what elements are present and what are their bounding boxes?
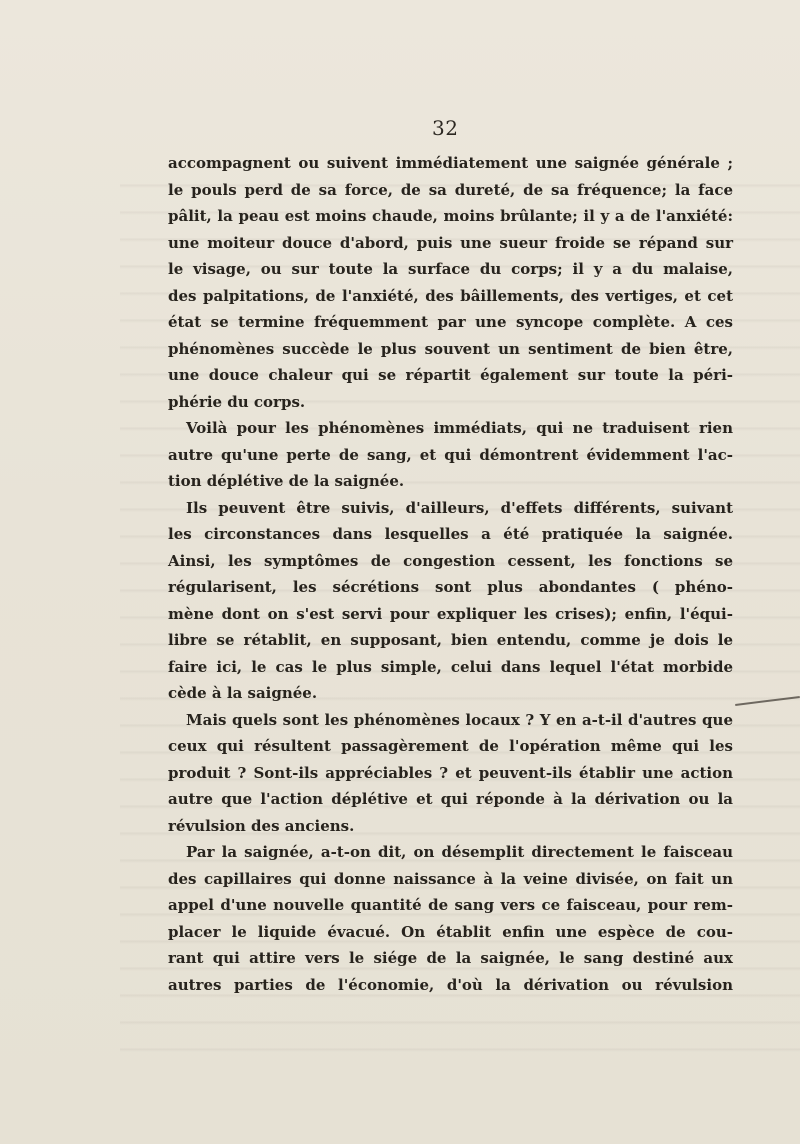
body-text xyxy=(168,150,733,998)
text-line: mène dont on s'est servi pour expliquer les crises); enfin, l'équi- xyxy=(168,604,733,623)
text-line: accompagnent ou suivent immédiatement une saignée générale ; xyxy=(168,154,733,172)
text-line: Ils peuvent être suivis, d'ailleurs, d'effets différents, suivant xyxy=(186,498,733,517)
text-line: appel d'une nouvelle quantité de sang vers ce faisceau, pour rem- xyxy=(168,896,733,914)
text-line: phénomènes succède le plus souvent un sentiment de bien être, xyxy=(168,339,733,358)
text-line: tion déplétive de la saignée. xyxy=(168,472,405,490)
text-line: autre que l'action déplétive et qui réponde à la dérivation ou la xyxy=(168,790,733,808)
text-line: phérie du corps. xyxy=(168,392,306,411)
margin-stroke-mark xyxy=(735,696,800,706)
text-line: les circonstances dans lesquelles a été pratiquée la saignée. xyxy=(168,525,733,543)
text-line: des capillaires qui donne naissance à la veine divisée, on fait un xyxy=(168,869,733,888)
page-number: 32 xyxy=(432,116,459,140)
text-line: le visage, ou sur toute la surface du corps; il y a du malaise, xyxy=(168,260,733,278)
text-line: révulsion des anciens. xyxy=(168,816,355,835)
text-line: placer le liquide évacué. On établit enfin une espèce de cou- xyxy=(168,922,733,941)
text-line: autres parties de l'économie, d'où la dérivation ou révulsion xyxy=(168,975,733,994)
text-line: état se termine fréquemment par une syncope complète. A ces xyxy=(168,313,733,331)
text-line: faire ici, le cas le plus simple, celui dans lequel l'état morbide xyxy=(168,657,733,676)
text-line: Ainsi, les symptômes de congestion cessent, les fonctions se xyxy=(168,551,733,570)
text-line: des palpitations, de l'anxiété, des bâillements, des vertiges, et cet xyxy=(168,286,733,305)
text-line: libre se rétablit, en supposant, bien entendu, comme je dois le xyxy=(168,631,733,649)
text-line: ceux qui résultent passagèrement de l'opération même qui les xyxy=(168,737,733,755)
text-line: rant qui attire vers le siége de la saignée, le sang destiné aux xyxy=(168,949,733,967)
text-line: le pouls perd de sa force, de sa dureté, de sa fréquence; la face xyxy=(168,180,733,199)
text-line: une douce chaleur qui se répartit également sur toute la péri- xyxy=(168,366,733,384)
text-line: Voilà pour les phénomènes immédiats, qui ne traduisent rien xyxy=(186,419,733,437)
text-line: une moiteur douce d'abord, puis une sueur froide se répand sur xyxy=(168,233,733,252)
text-line: cède à la saignée. xyxy=(168,684,318,702)
text-line: autre qu'une perte de sang, et qui démontrent évidemment l'ac- xyxy=(168,445,733,464)
text-line: Par la saignée, a-t-on dit, on désemplit directement le faisceau xyxy=(186,843,733,861)
text-line: produit ? Sont-ils appréciables ? et peuvent-ils établir une action xyxy=(168,763,733,782)
text-line: régularisent, les sécrétions sont plus abondantes ( phéno- xyxy=(168,578,733,596)
text-line: pâlit, la peau est moins chaude, moins brûlante; il y a de l'anxiété: xyxy=(168,207,733,225)
text-line: Mais quels sont les phénomènes locaux ? Y en a-t-il d'autres que xyxy=(186,710,733,729)
